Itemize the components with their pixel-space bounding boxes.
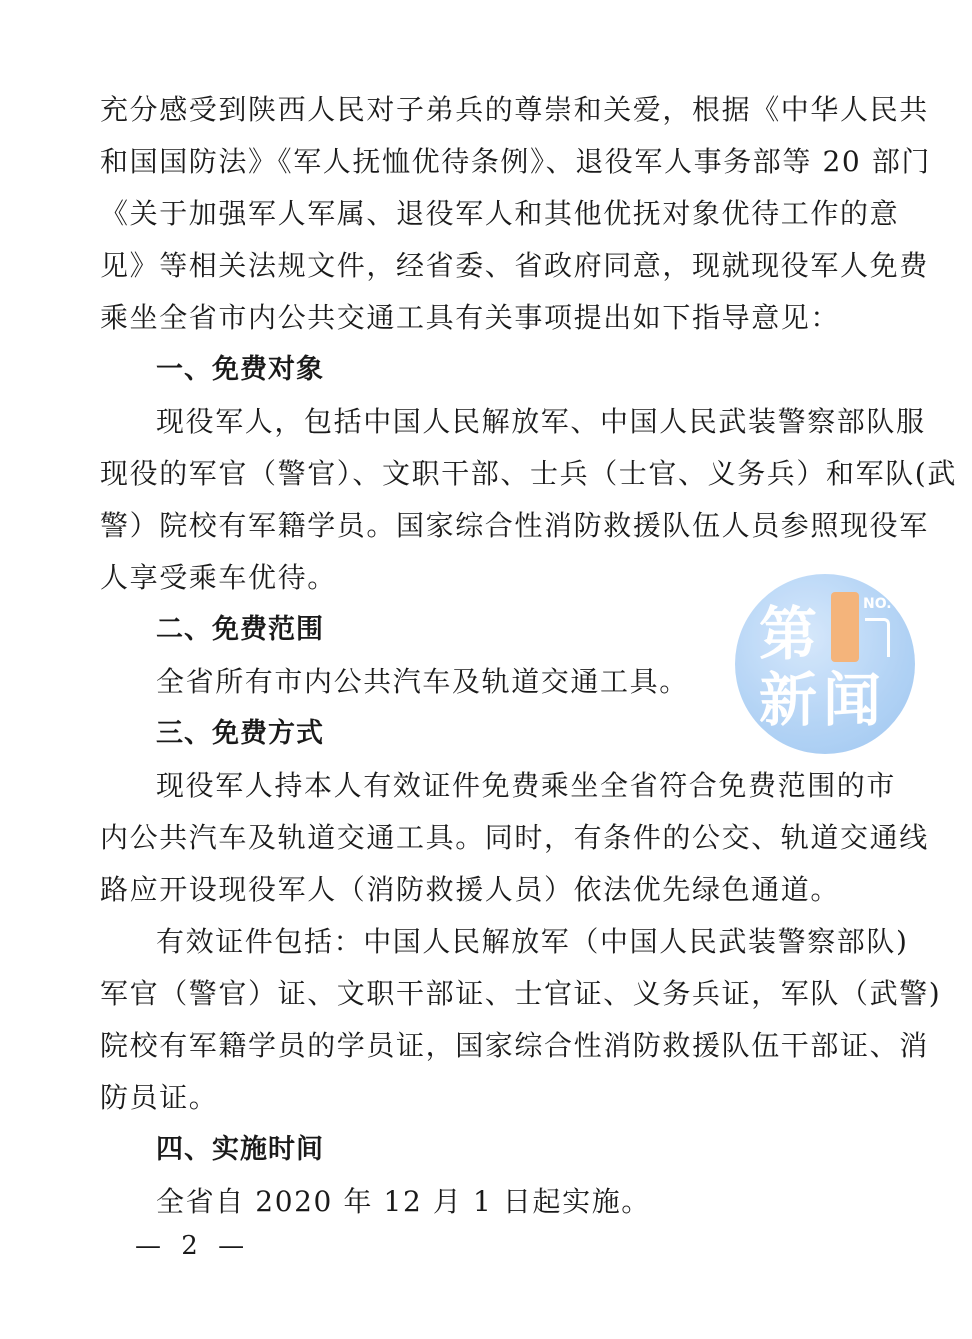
news-logo-watermark (735, 574, 915, 754)
text-line: 内公共汽车及轨道交通工具。同时，有条件的公交、轨道交通线 (100, 821, 929, 854)
section-free-method (100, 708, 942, 1124)
text-line: 现役的军官（警官）、文职干部、士兵（士官、义务兵）和军队(武 (100, 457, 957, 490)
text-line: 《关于加强军人军属、退役军人和其他优抚对象优待工作的意 (100, 197, 900, 230)
number-one-mark (831, 592, 859, 662)
text-line: 路应开设现役军人（消防救援人员）依法优先绿色通道。 (100, 873, 841, 906)
section-effective-date (100, 1124, 870, 1228)
text-line: 和国国防法》《军人抚恤优待条例》、退役军人事务部等 20 部门 (100, 145, 932, 178)
text-line: 现役军人持本人有效证件免费乘坐全省符合免费范围的市 (156, 769, 897, 802)
logo-char: 闻 (823, 666, 882, 734)
logo-char: 新 (759, 666, 818, 734)
text-line: 见》等相关法规文件，经省委、省政府同意，现就现役军人免费 (100, 249, 929, 282)
text-line: 人享受乘车优待。 (100, 561, 337, 594)
page-number: — 2 — (135, 1231, 251, 1261)
text-line: 全省自 2020 年 12 月 1 日起实施。 (156, 1185, 651, 1218)
text-line: 全省所有市内公共汽车及轨道交通工具。 (156, 665, 689, 698)
text-line: 院校有军籍学员的学员证，国家综合性消防救援队伍干部证、消 (100, 1029, 929, 1062)
section-heading: 一、免费对象 (156, 354, 324, 385)
logo-badge: NO. (863, 596, 892, 612)
text-line: 防员证。 (100, 1081, 219, 1114)
intro-paragraph (100, 84, 932, 344)
text-line: 乘坐全省市内公共交通工具有关事项提出如下指导意见： (100, 301, 841, 334)
text-line: 军官（警官）证、文职干部证、士官证、义务兵证，军队（武警) (100, 977, 942, 1010)
text-line: 充分感受到陕西人民对子弟兵的尊崇和关爱，根据《中华人民共 (100, 93, 929, 126)
text-line: 有效证件包括：中国人民解放军（中国人民武装警察部队) (156, 925, 909, 958)
logo-corner-mark (865, 618, 890, 657)
section-heading: 三、免费方式 (156, 718, 324, 749)
section-heading: 二、免费范围 (156, 614, 324, 645)
text-line: 警）院校有军籍学员。国家综合性消防救援队伍人员参照现役军 (100, 509, 929, 542)
text-line: 现役军人，包括中国人民解放军、中国人民武装警察部队服 (156, 405, 926, 438)
logo-char: 第 (759, 600, 818, 668)
section-heading: 四、实施时间 (156, 1134, 324, 1165)
